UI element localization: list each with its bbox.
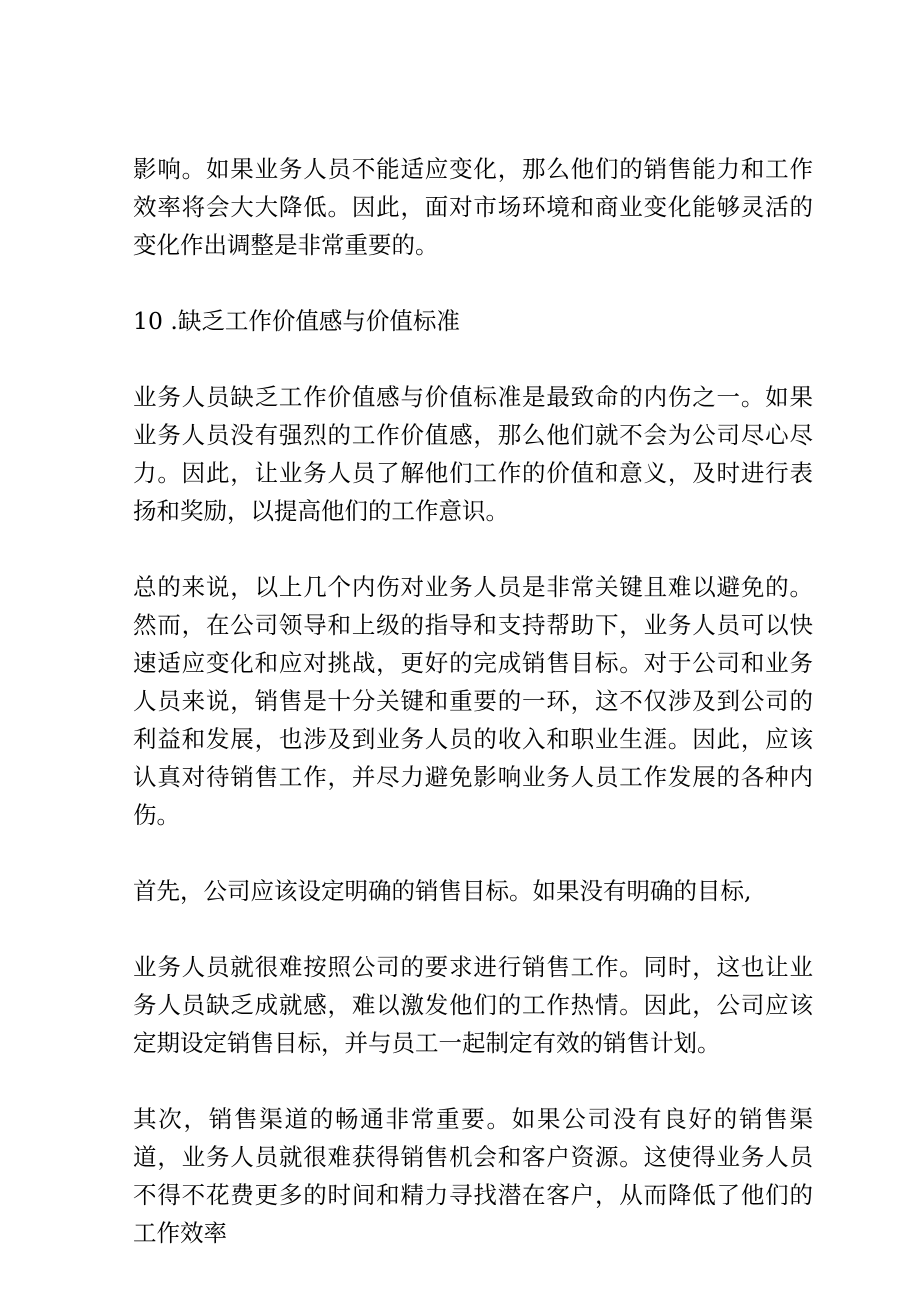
paragraph-sales-target-continued: 业务人员就很难按照公司的要求进行销售工作。同时，这也让业务人员缺乏成就感，难以激发他们的工作热情。因此，公司应该定期设定销售目标，并与员工一起制定有效的销售计划。 — [133, 953, 813, 1057]
paragraph-summary: 总的来说，以上几个内伤对业务人员是非常关键且难以避免的。然而，在公司领导和上级的指导和支持帮助下，业务人员可以快速适应变化和应对挑战，更好的完成销售目标。对于公司和业务人员来说，销售是十分关键和重要的一环，这不仅涉及到公司的利益和发展，也涉及到业务人员的收入和职业生涯。因此，应该认真对待销售工作，并尽力避免影响业务人员工作发展的各种内伤。 — [133, 573, 813, 829]
paragraph-first-sales-target: 首先，公司应该设定明确的销售目标。如果没有明确的目标, — [133, 877, 752, 905]
section-heading-10: 10 .缺乏工作价值感与价值标准 — [133, 307, 460, 335]
paragraph-sales-channels: 其次，销售渠道的畅通非常重要。如果公司没有良好的销售渠道，业务人员就很难获得销售机会和客户资源。这使得业务人员不得不花费更多的时间和精力寻找潜在客户，从而降低了他们的工作效率 — [133, 1105, 813, 1247]
document-body — [133, 150, 813, 1252]
paragraph-adaptation-conclusion: 影响。如果业务人员不能适应变化，那么他们的销售能力和工作效率将会大大降低。因此，面对市场环境和商业变化能够灵活的变化作出调整是非常重要的。 — [133, 155, 813, 259]
paragraph-lack-of-value: 业务人员缺乏工作价值感与价值标准是最致命的内伤之一。如果业务人员没有强烈的工作价值感，那么他们就不会为公司尽心尽力。因此，让业务人员了解他们工作的价值和意义，及时进行表扬和奖励，以提高他们的工作意识。 — [133, 383, 813, 525]
